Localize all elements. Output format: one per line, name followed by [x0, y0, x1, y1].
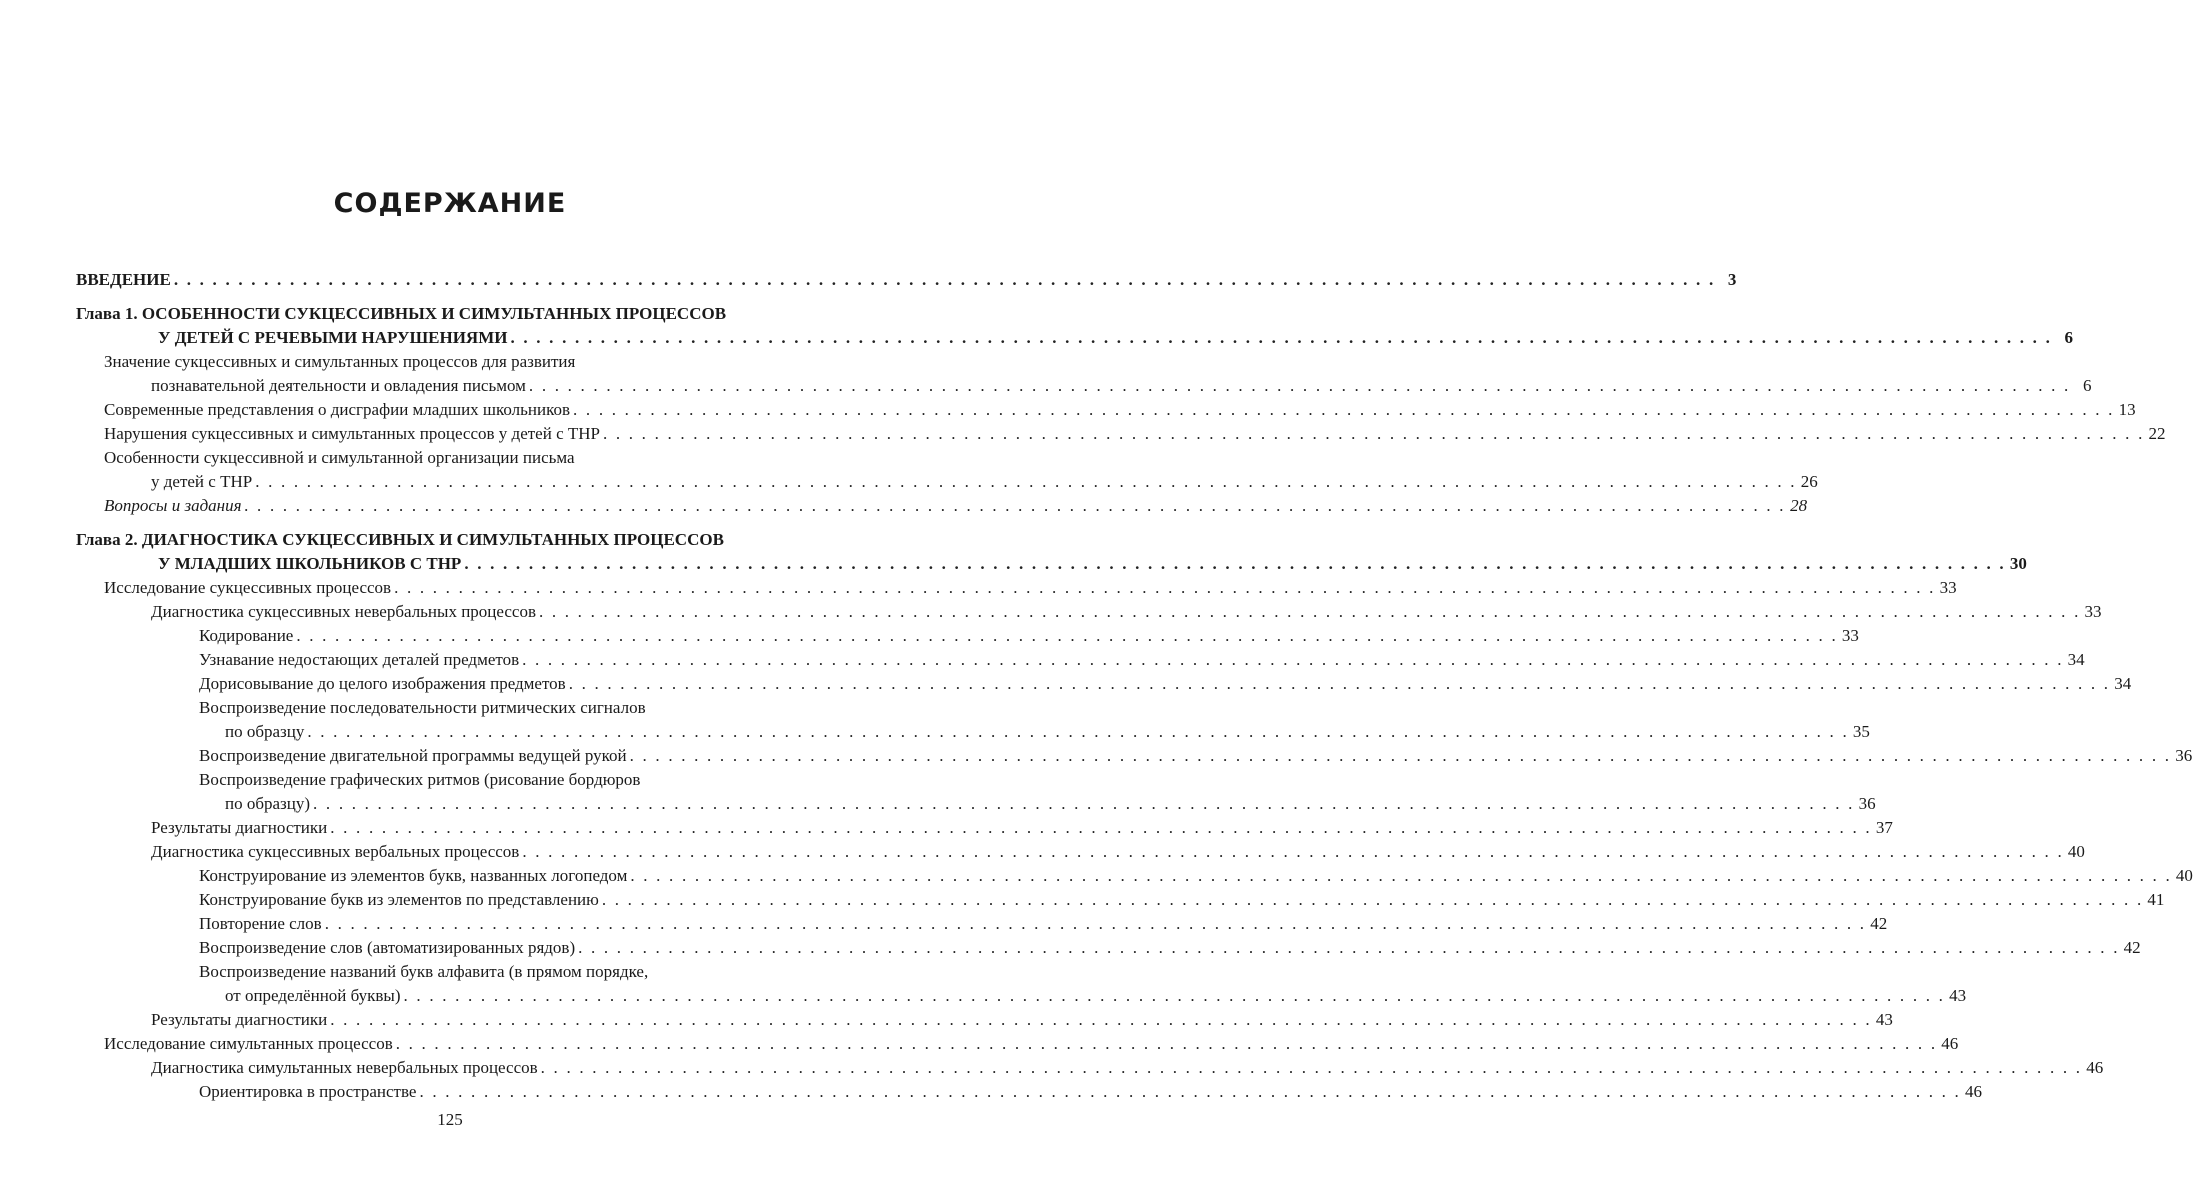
toc-entry-title: Конструирование из элементов букв, названных логопедом	[199, 866, 628, 885]
dot-leader: . . . . . . . . . . . . . . . . . . . . . . . . . . . . . . . . . . . . . . . . . . . . . . . . . . . . . . . . . . . . . . . . . . . . . . . . . . . . . . . . . . . . . . . . . . . . . . . . . . . . . . . . . . . . . . . . . . . . . . . .	[568, 674, 2111, 693]
dot-leader: . . . . . . . . . . . . . . . . . . . . . . . . . . . . . . . . . . . . . . . . . . . . . . . . . . . . . . . . . . . . . . . . . . . . . . . . . . . . . . . . . . . . . . . . . . . . . . . . . . . . . . . . . . . . . . . . . . . . . . . .	[394, 578, 1936, 597]
toc-page-number: 33	[1939, 578, 1957, 597]
toc-entry	[76, 864, 2193, 888]
toc-entry	[76, 672, 2132, 696]
dot-leader: . . . . . . . . . . . . . . . . . . . . . . . . . . . . . . . . . . . . . . . . . . . . . . . . . . . . . . . . . . . . . . . . . . . . . . . . . . . . . . . . . . . . . . . . . . . . . . . . . . . . . . . . . . . . . . . . . . . . . . . .	[464, 554, 2006, 573]
toc-line	[76, 1056, 2104, 1080]
dot-leader: . . . . . . . . . . . . . . . . . . . . . . . . . . . . . . . . . . . . . . . . . . . . . . . . . . . . . . . . . . . . . . . . . . . . . . . . . . . . . . . . . . . . . . . . . . . . . . . . . . . . . . . . . . . . . . . . . . . . . . . .	[528, 376, 2071, 395]
dot-leader: . . . . . . . . . . . . . . . . . . . . . . . . . . . . . . . . . . . . . . . . . . . . . . . . . . . . . . . . . . . . . . . . . . . . . . . . . . . . . . . . . . . . . . . . . . . . . . . . . . . . . . . . . . . . . . . . . . . . . . . .	[419, 1082, 1962, 1101]
dot-leader: . . . . . . . . . . . . . . . . . . . . . . . . . . . . . . . . . . . . . . . . . . . . . . . . . . . . . . . . . . . . . . . . . . . . . . . . . . . . . . . . . . . . . . . . . . . . . . . . . . . . . . . . . . . . . . . . . . . . . . . .	[324, 914, 1867, 933]
toc-entry	[76, 888, 2165, 912]
toc-entry-title: Современные представления о дисграфии младших школьников	[104, 400, 571, 419]
toc-entry	[76, 624, 1859, 648]
toc-entry-title: по образцу	[225, 722, 305, 741]
toc-page-number: 6	[2082, 376, 2092, 395]
dot-leader: . . . . . . . . . . . . . . . . . . . . . . . . . . . . . . . . . . . . . . . . . . . . . . . . . . . . . . . . . . . . . . . . . . . . . . . . . . . . . . . . . . . . . . . . . . . . . . . . . . . . . . . . . . . . . . . . . . . . . . . .	[255, 472, 1797, 491]
toc-entry	[76, 816, 1893, 840]
toc-entry-title: У МЛАДШИХ ШКОЛЬНИКОВ С ТНР	[158, 554, 462, 573]
dot-leader: . . . . . . . . . . . . . . . . . . . . . . . . . . . . . . . . . . . . . . . . . . . . . . . . . . . . . . . . . . . . . . . . . . . . . . . . . . . . . . . . . . . . . . . . . . . . . . . . . . . . . . . . . . . . . . . . . . . . . . . .	[629, 746, 2172, 765]
dot-leader: . . . . . . . . . . . . . . . . . . . . . . . . . . . . . . . . . . . . . . . . . . . . . . . . . . . . . . . . . . . . . . . . . . . . . . . . . . . . . . . . . . . . . . . . . . . . . . . . . . . . . . . . . . . . . . . . . . . . . . . .	[296, 626, 1838, 645]
toc-line	[76, 864, 2193, 888]
toc-entry	[76, 1080, 1983, 1104]
toc-line	[76, 1008, 1893, 1032]
toc-entry-title: Конструирование букв из элементов по представлению	[199, 890, 599, 909]
toc-entry	[76, 696, 1870, 744]
toc-entry	[76, 840, 2085, 864]
toc-entry-title: Воспроизведение графических ритмов (рисование бордюров	[199, 770, 641, 789]
toc-entry-title: по образцу)	[225, 794, 311, 813]
toc-entry	[76, 494, 1808, 518]
toc-entry	[76, 768, 1876, 816]
toc-line	[76, 600, 2102, 624]
toc-entry	[76, 936, 2141, 960]
toc-line	[76, 350, 833, 374]
toc-page-number: 33	[2084, 602, 2102, 621]
toc-line	[76, 268, 1737, 292]
toc-page-number: 37	[1875, 818, 1893, 837]
toc-line	[76, 960, 833, 984]
toc-entry	[76, 1008, 1893, 1032]
toc-entry	[76, 398, 2136, 422]
page-number: 125	[437, 1110, 463, 1129]
toc-line	[76, 648, 2085, 672]
toc-entry-title: Воспроизведение названий букв алфавита (в прямом порядке,	[199, 962, 649, 981]
toc-line	[76, 398, 2136, 422]
dot-leader: . . . . . . . . . . . . . . . . . . . . . . . . . . . . . . . . . . . . . . . . . . . . . . . . . . . . . . . . . . . . . . . . . . . . . . . . . . . . . . . . . . . . . . . . . . . . . . . . . . . . . . . . . . . . . . . . . . . . . . . .	[601, 890, 2144, 909]
toc-entry-title: ВВЕДЕНИЕ	[76, 270, 171, 289]
toc-entry	[76, 600, 2102, 624]
toc-entry-title: Диагностика сукцессивных вербальных процессов	[151, 842, 520, 861]
toc-page-number: 3	[1727, 270, 1737, 289]
toc-page-number: 43	[1875, 1010, 1893, 1029]
toc-page-number: 40	[2175, 866, 2193, 885]
toc-entry-title: Узнавание недостающих деталей предметов	[199, 650, 520, 669]
toc-line	[76, 984, 1967, 1008]
toc-line	[76, 768, 833, 792]
toc-entry	[76, 1056, 2104, 1080]
toc-entry	[76, 528, 2027, 576]
toc-page-number: 34	[2067, 650, 2085, 669]
toc-entry-title: Значение сукцессивных и симультанных процессов для развития	[104, 352, 576, 371]
toc-entry-title: У ДЕТЕЙ С РЕЧЕВЫМИ НАРУШЕНИЯМИ	[158, 328, 508, 347]
toc-entry-title: Воспроизведение двигательной программы ведущей рукой	[199, 746, 627, 765]
dot-leader: . . . . . . . . . . . . . . . . . . . . . . . . . . . . . . . . . . . . . . . . . . . . . . . . . . . . . . . . . . . . . . . . . . . . . . . . . . . . . . . . . . . . . . . . . . . . . . . . . . . . . . . . . . . . . . . . . . . . . . . .	[602, 424, 2145, 443]
dot-leader: . . . . . . . . . . . . . . . . . . . . . . . . . . . . . . . . . . . . . . . . . . . . . . . . . . . . . . . . . . . . . . . . . . . . . . . . . . . . . . . . . . . . . . . . . . . . . . . . . . . . . . . . . . . . . . . . . . . . . . . .	[395, 1034, 1938, 1053]
toc-line	[76, 912, 1888, 936]
toc-entry-title: у детей с ТНР	[151, 472, 253, 491]
toc-page-number: 36	[1858, 794, 1876, 813]
toc-entry	[76, 446, 1818, 494]
dot-leader: . . . . . . . . . . . . . . . . . . . . . . . . . . . . . . . . . . . . . . . . . . . . . . . . . . . . . . . . . . . . . . . . . . . . . . . . . . . . . . . . . . . . . . . . . . . . . . . . . . . . . . . . . . . . . . . . . . . . . . . .	[510, 328, 2053, 347]
toc-entry-title: Особенности сукцессивной и симультанной организации письма	[104, 448, 575, 467]
toc-entry-title: Нарушения сукцессивных и симультанных процессов у детей с ТНР	[104, 424, 600, 443]
toc-page-number: 40	[2067, 842, 2085, 861]
toc-line	[76, 552, 2027, 576]
toc-entry-title: Исследование симультанных процессов	[104, 1034, 393, 1053]
dot-leader: . . . . . . . . . . . . . . . . . . . . . . . . . . . . . . . . . . . . . . . . . . . . . . . . . . . . . . . . . . . . . . . . . . . . . . . . . . . . . . . . . . . . . . . . . . . . . . . . . . . . . . . . . . . . . . . . . . . . . . . .	[330, 818, 1872, 837]
toc-line	[76, 470, 1818, 494]
dot-leader: . . . . . . . . . . . . . . . . . . . . . . . . . . . . . . . . . . . . . . . . . . . . . . . . . . . . . . . . . . . . . . . . . . . . . . . . . . . . . . . . . . . . . . . . . . . . . . . . . . . . . . . . . . . . . . . . . . . . . . . .	[538, 602, 2081, 621]
toc-page-number: 42	[2123, 938, 2141, 957]
toc-entry	[76, 422, 2166, 446]
toc-entry	[76, 648, 2085, 672]
dot-leader: . . . . . . . . . . . . . . . . . . . . . . . . . . . . . . . . . . . . . . . . . . . . . . . . . . . . . . . . . . . . . . . . . . . . . . . . . . . . . . . . . . . . . . . . . . . . . . . . . . . . . . . . . . . . . . . . . . . . . . . .	[330, 1010, 1872, 1029]
toc-entry	[76, 576, 1957, 600]
toc-page-number: 26	[1800, 472, 1818, 491]
toc-entry-title: Глава 1. ОСОБЕННОСТИ СУКЦЕССИВНЫХ И СИМУЛЬТАННЫХ ПРОЦЕССОВ	[76, 304, 727, 323]
table-of-contents	[76, 268, 2193, 1104]
dot-leader: . . . . . . . . . . . . . . . . . . . . . . . . . . . . . . . . . . . . . . . . . . . . . . . . . . . . . . . . . . . . . . . . . . . . . . . . . . . . . . . . . . . . . . . . . . . . . . . . . . . . . . . . . . . . . . . . . . . . . . . .	[403, 986, 1946, 1005]
toc-line	[76, 672, 2132, 696]
toc-page-number: 13	[2118, 400, 2136, 419]
toc-line	[76, 840, 2085, 864]
toc-page-number: 36	[2175, 746, 2193, 765]
toc-line	[76, 494, 1808, 518]
toc-line	[76, 446, 833, 470]
toc-entry	[76, 744, 2193, 768]
toc-line	[76, 374, 2092, 398]
toc-entry-title: Воспроизведение слов (автоматизированных рядов)	[199, 938, 576, 957]
toc-entry-title: Результаты диагностики	[151, 1010, 328, 1029]
dot-leader: . . . . . . . . . . . . . . . . . . . . . . . . . . . . . . . . . . . . . . . . . . . . . . . . . . . . . . . . . . . . . . . . . . . . . . . . . . . . . . . . . . . . . . . . . . . . . . . . . . . . . . . . . . . . . . . . . . . . . . . .	[173, 270, 1716, 289]
toc-entry	[76, 960, 1967, 1008]
toc-line	[76, 936, 2141, 960]
toc-line	[76, 744, 2193, 768]
toc-page-number: 30	[2009, 554, 2027, 573]
toc-page-number: 6	[2064, 328, 2074, 347]
toc-entry-title: Диагностика симультанных невербальных процессов	[151, 1058, 538, 1077]
toc-entry-title: Кодирование	[199, 626, 294, 645]
toc-line	[76, 792, 1876, 816]
dot-leader: . . . . . . . . . . . . . . . . . . . . . . . . . . . . . . . . . . . . . . . . . . . . . . . . . . . . . . . . . . . . . . . . . . . . . . . . . . . . . . . . . . . . . . . . . . . . . . . . . . . . . . . . . . . . . . . . . . . . . . . .	[573, 400, 2115, 419]
dot-leader: . . . . . . . . . . . . . . . . . . . . . . . . . . . . . . . . . . . . . . . . . . . . . . . . . . . . . . . . . . . . . . . . . . . . . . . . . . . . . . . . . . . . . . . . . . . . . . . . . . . . . . . . . . . . . . . . . . . . . . . .	[244, 496, 1787, 515]
toc-line	[76, 326, 2074, 350]
toc-entry-title: Вопросы и задания	[104, 496, 242, 515]
toc-entry	[76, 912, 1888, 936]
toc-page-number: 43	[1949, 986, 1967, 1005]
toc-page-number: 41	[2147, 890, 2165, 909]
dot-leader: . . . . . . . . . . . . . . . . . . . . . . . . . . . . . . . . . . . . . . . . . . . . . . . . . . . . . . . . . . . . . . . . . . . . . . . . . . . . . . . . . . . . . . . . . . . . . . . . . . . . . . . . . . . . . . . . . . . . . . . .	[540, 1058, 2083, 1077]
toc-line	[76, 720, 1870, 744]
toc-page-number: 33	[1841, 626, 1859, 645]
dot-leader: . . . . . . . . . . . . . . . . . . . . . . . . . . . . . . . . . . . . . . . . . . . . . . . . . . . . . . . . . . . . . . . . . . . . . . . . . . . . . . . . . . . . . . . . . . . . . . . . . . . . . . . . . . . . . . . . . . . . . . . .	[313, 794, 1855, 813]
toc-line	[76, 816, 1893, 840]
toc-line	[76, 302, 833, 326]
toc-entry-title: Диагностика сукцессивных невербальных процессов	[151, 602, 536, 621]
toc-line	[76, 528, 833, 552]
toc-line	[76, 696, 833, 720]
toc-entry-title: Исследование сукцессивных процессов	[104, 578, 392, 597]
toc-entry-title: от определённой буквы)	[225, 986, 401, 1005]
dot-leader: . . . . . . . . . . . . . . . . . . . . . . . . . . . . . . . . . . . . . . . . . . . . . . . . . . . . . . . . . . . . . . . . . . . . . . . . . . . . . . . . . . . . . . . . . . . . . . . . . . . . . . . . . . . . . . . . . . . . . . . .	[522, 650, 2064, 669]
toc-line	[76, 1080, 1983, 1104]
toc-entry-title: Дорисовывание до целого изображения предметов	[199, 674, 566, 693]
toc-page-number: 35	[1852, 722, 1870, 741]
toc-entry-title: познавательной деятельности и овладения письмом	[151, 376, 526, 395]
dot-leader: . . . . . . . . . . . . . . . . . . . . . . . . . . . . . . . . . . . . . . . . . . . . . . . . . . . . . . . . . . . . . . . . . . . . . . . . . . . . . . . . . . . . . . . . . . . . . . . . . . . . . . . . . . . . . . . . . . . . . . . .	[630, 866, 2172, 885]
toc-entry-title: Повторение слов	[199, 914, 322, 933]
dot-leader: . . . . . . . . . . . . . . . . . . . . . . . . . . . . . . . . . . . . . . . . . . . . . . . . . . . . . . . . . . . . . . . . . . . . . . . . . . . . . . . . . . . . . . . . . . . . . . . . . . . . . . . . . . . . . . . . . . . . . . . .	[307, 722, 1849, 741]
toc-entry	[76, 350, 2092, 398]
toc-entry-title: Результаты диагностики	[151, 818, 328, 837]
toc-line	[76, 576, 1957, 600]
toc-page-number: 46	[2086, 1058, 2104, 1077]
toc-page-number: 34	[2114, 674, 2132, 693]
toc-page-number: 42	[1870, 914, 1888, 933]
toc-line	[76, 1032, 1959, 1056]
toc-line	[76, 624, 1859, 648]
dot-leader: . . . . . . . . . . . . . . . . . . . . . . . . . . . . . . . . . . . . . . . . . . . . . . . . . . . . . . . . . . . . . . . . . . . . . . . . . . . . . . . . . . . . . . . . . . . . . . . . . . . . . . . . . . . . . . . . . . . . . . . .	[578, 938, 2120, 957]
toc-entry	[76, 302, 2074, 350]
page-title: СОДЕРЖАНИЕ	[333, 188, 567, 219]
toc-entry	[76, 268, 1737, 292]
toc-entry-title: Воспроизведение последовательности ритмических сигналов	[199, 698, 646, 717]
toc-entry-title: Ориентировка в пространстве	[199, 1082, 417, 1101]
toc-page-number: 46	[1965, 1082, 1983, 1101]
toc-page-number: 28	[1790, 496, 1808, 515]
dot-leader: . . . . . . . . . . . . . . . . . . . . . . . . . . . . . . . . . . . . . . . . . . . . . . . . . . . . . . . . . . . . . . . . . . . . . . . . . . . . . . . . . . . . . . . . . . . . . . . . . . . . . . . . . . . . . . . . . . . . . . . .	[522, 842, 2064, 861]
toc-entry	[76, 1032, 1959, 1056]
toc-entry-title: Глава 2. ДИАГНОСТИКА СУКЦЕССИВНЫХ И СИМУЛЬТАННЫХ ПРОЦЕССОВ	[76, 530, 724, 549]
toc-line	[76, 422, 2166, 446]
toc-line	[76, 888, 2165, 912]
toc-page-number: 22	[2148, 424, 2166, 443]
toc-page-number: 46	[1941, 1034, 1959, 1053]
